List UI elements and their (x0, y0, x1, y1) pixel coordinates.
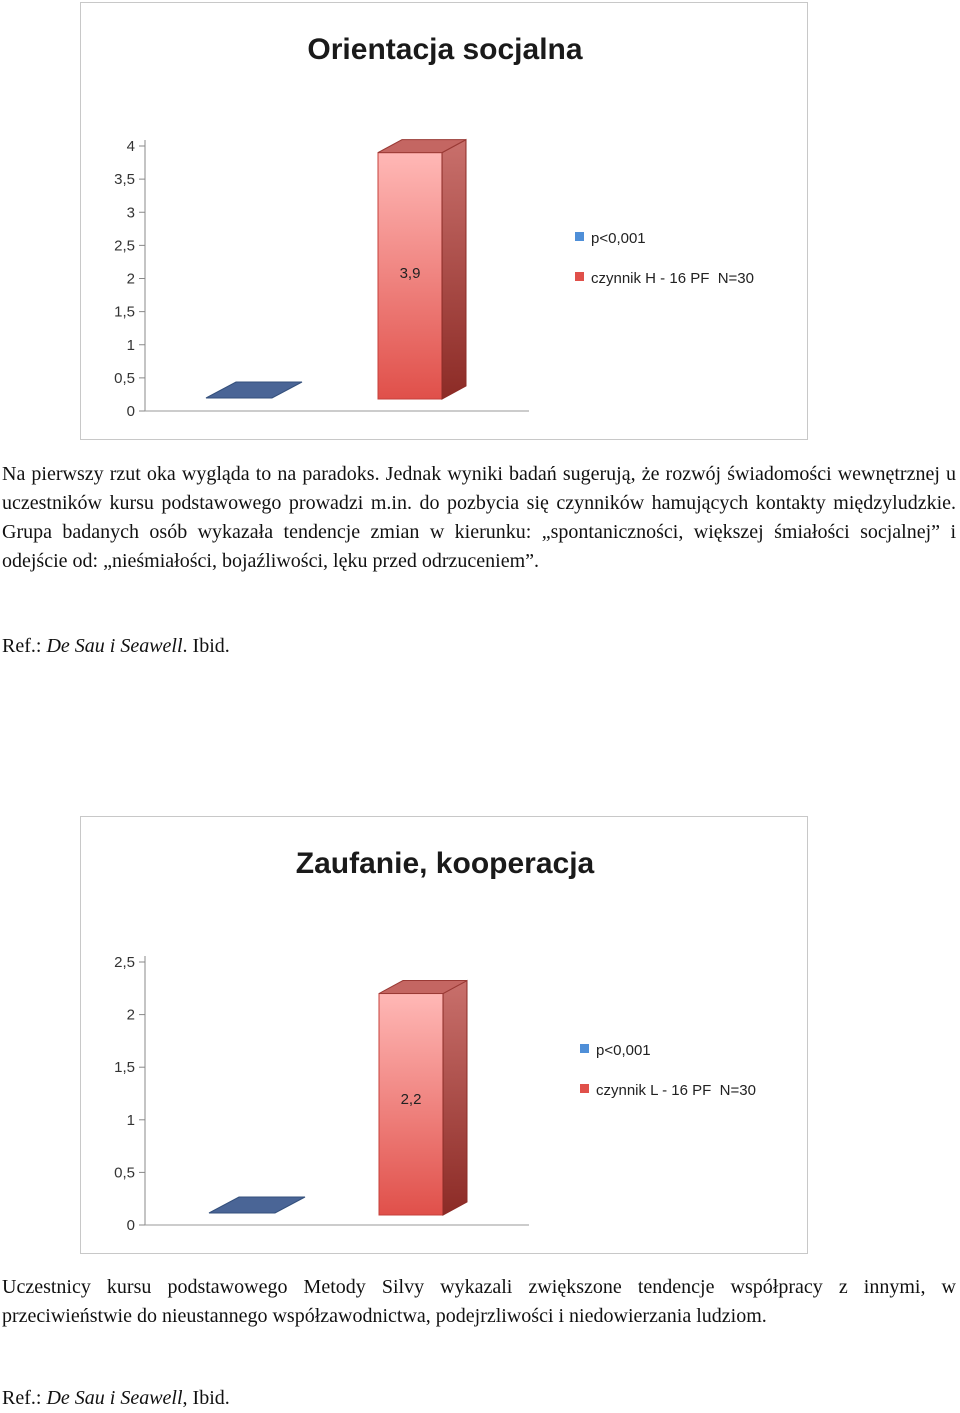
ref-source: De Sau i Seawell (46, 635, 183, 657)
bars (209, 981, 467, 1215)
legend (575, 230, 754, 287)
ref-source: De Sau i Seawell (46, 1387, 183, 1409)
data-label: 2,2 (400, 1091, 422, 1108)
y-axis (114, 138, 145, 420)
bar-factor-side (443, 981, 467, 1215)
bars (206, 140, 466, 399)
chart-svg (81, 817, 809, 1255)
chart-orientacja-socjalna (80, 2, 808, 440)
y-tick-label: 0 (126, 403, 135, 420)
y-tick-label: 0,5 (114, 1164, 135, 1182)
chart-zaufanie-kooperacja (80, 816, 808, 1254)
paragraph-2: Uczestnicy kursu podstawowego Metody Silvy wykazali zwiększone tendencje współpracy z innymi, w przeciwieństwie do nieustannego współzawodnictwa, podejrzliwości i niedowierzania ludziom. (2, 1276, 956, 1327)
y-tick-label: 4 (126, 138, 135, 155)
y-tick-label: 3 (126, 204, 135, 222)
chart-svg (81, 3, 809, 441)
chart-title: Orientacja socjalna (307, 33, 583, 66)
ref-prefix: Ref.: (2, 1387, 47, 1409)
data-label: 3,9 (399, 265, 421, 282)
y-tick-label: 2,5 (114, 954, 135, 971)
y-tick-label: 1 (126, 336, 135, 354)
chart-title: Zaufanie, kooperacja (295, 847, 595, 880)
legend (580, 1042, 756, 1099)
legend-swatch-blue (575, 232, 584, 241)
y-tick-label: 2 (126, 1006, 135, 1024)
y-tick-label: 1 (126, 1111, 135, 1129)
reference-1 (2, 632, 230, 661)
paragraph-1 (2, 460, 956, 576)
legend-label-2: czynnik H - 16 PF N=30 (591, 270, 754, 287)
legend-label-1: p<0,001 (591, 230, 646, 247)
paragraph-1-line2: się czynników hamujących kontakty międzyludzkie. Grupa badanych osób wykazała tendencje zmian w kierunku: „spontaniczności, większej śmiałości socjalnej” i odejście od: „nieśmiałości, bojaźliwości, lęku przed odrzuceniem”. (2, 492, 957, 572)
y-tick-label: 1,5 (114, 303, 135, 321)
y-axis (114, 954, 145, 1234)
legend-swatch-red (575, 272, 584, 281)
legend-label-2: czynnik L - 16 PF N=30 (596, 1082, 756, 1099)
ref-suffix: , Ibid. (182, 1387, 230, 1409)
legend-label-1: p<0,001 (596, 1042, 651, 1059)
bar-p-value (209, 1197, 305, 1213)
y-tick-label: 1,5 (114, 1059, 135, 1077)
ref-suffix: . Ibid. (182, 635, 230, 657)
bar-factor-side (442, 140, 466, 399)
legend-swatch-red (580, 1084, 589, 1093)
y-tick-label: 3,5 (114, 171, 135, 189)
y-tick-label: 0,5 (114, 369, 135, 387)
reference-2 (2, 1384, 230, 1413)
legend-swatch-blue (580, 1044, 589, 1053)
y-tick-label: 2 (126, 270, 135, 288)
bar-p-value (206, 382, 302, 398)
paragraph-1-line1: Na pierwszy rzut oka wygląda to na paradoks. Jednak wyniki badań sugerują, że rozwój świadomości wewnętrznej u uczestników kursu podstawowego prowadzi m.in. do pozbycia (2, 463, 956, 514)
y-tick-label: 2,5 (114, 237, 135, 255)
ref-prefix: Ref.: (2, 635, 47, 657)
y-tick-label: 0 (126, 1217, 135, 1234)
